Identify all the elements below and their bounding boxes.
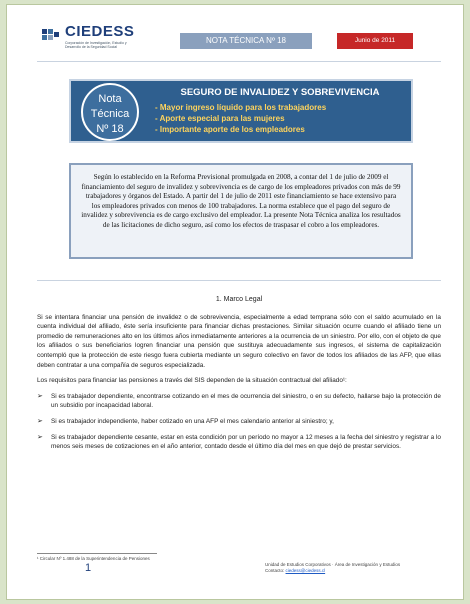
ciedess-logo — [41, 23, 133, 59]
banner-point: - Mayor ingreso líquido para los trabajadores — [155, 103, 327, 112]
main-content — [37, 295, 441, 452]
doc-date: Junio de 2011 — [337, 33, 413, 49]
contact-label: Contacto: — [265, 568, 285, 573]
banner-title: SEGURO DE INVALIDEZ Y SOBREVIVENCIA — [180, 87, 380, 98]
banner-point: - Importante aporte de los empleadores — [155, 125, 305, 134]
list-item — [37, 392, 441, 411]
banner-points — [155, 102, 326, 135]
footer-org-line: Unidad de Estudios Corporativos · Área de Investigación y Estudios — [265, 562, 401, 567]
contact-email-link[interactable]: ciedess@ciedess.cl — [285, 568, 326, 573]
badge-line-2: Técnica — [90, 108, 130, 120]
list-item-text: Si es trabajador dependiente cesante, estar en esta condición por un período no mayor a 12 meses a la fecha del siniestro y registrar a lo menos seis meses de cotizaciones en el año anterior, contado desde el último día del mes en que dejó de prestar servicios. — [51, 433, 441, 451]
arrow-bullet-icon: ➢ — [37, 433, 43, 441]
ciedess-logo-icon — [41, 25, 63, 47]
logo-name: CIEDESS — [65, 23, 135, 40]
doc-label: NOTA TÉCNICA Nº 18 — [180, 33, 312, 49]
arrow-bullet-icon: ➢ — [37, 417, 43, 425]
list-item — [37, 433, 441, 452]
footer-contact — [265, 568, 445, 574]
paragraph: Si se intentara financiar una pensión de invalidez o de sobrevivencia, especialmente a edad temprana sólo con el saldo acumulado en la cuenta individual del afiliado, éste sería insuficiente para financiar dichas prestaciones. Similar situación ocurre cuando el afiliado tiene un promedio de remuneraciones alto en los últimos años inmediatamente anteriores a la ocurrencia de un siniestro. Por ello, con el objeto de que los afiliados o sus beneficiarios logren financiar una pensión que sustituya adecuadamente sus ingresos, el sistema de capitalización contempló que la protección de este riesgo fuera cubierta mediante un seguro colectivo en favor de todos los afiliados de las AFP, que ellas deben contratar a una compañía de seguros especializada. — [37, 313, 441, 369]
section-divider — [37, 280, 441, 281]
page-number: 1 — [85, 562, 92, 574]
list-item — [37, 417, 441, 427]
badge-line-1: Nota — [98, 93, 122, 105]
badge-line-3: Nº 18 — [96, 123, 124, 135]
list-item-text: Si es trabajador dependiente, encontrarse cotizando en el mes de ocurrencia del siniestro, o en su defecto, hallarse bajo la protección de un subsidio por incapacidad laboral. — [51, 392, 441, 410]
logo-tagline: Corporación de Investigación, Estudio y Desarrollo de la Seguridad Social — [65, 41, 127, 49]
footnote-divider — [37, 553, 157, 554]
header-divider — [37, 61, 441, 62]
list-item-text: Si es trabajador independiente, haber cotizado en una AFP el mes calendario anterior al siniestro; y, — [51, 417, 334, 425]
banner-point: - Aporte especial para las mujeres — [155, 114, 285, 123]
intro-summary: Según lo establecido en la Reforma Previsional promulgada en 2008, a contar del 1 de julio de 2009 el financiamiento del seguro de invalidez y sobrevivencia es de cargo de los empleadores privados con más de 99 trabajadores y órganos del Estado. A partir del 1 de julio de 2011 este financiamiento se hace extensivo para los empleadores privados con menos de 100 trabajadores. La norma establece que el pago del seguro de invalidez y sobrevivencia es de cargo exclusivo del empleador. La presente Nota Técnica analiza los resultados de las licitaciones de dicho seguro, así como los efectos de traspasar el cobro a los empleadores. — [69, 163, 413, 259]
paragraph: Los requisitos para financiar las pensiones a través del SIS dependen de la situación contractual del afiliado¹: — [37, 377, 347, 385]
footnote: ¹ Circular Nº 1.488 de la Superintendencia de Pensiones — [37, 556, 150, 561]
section-title: 1. Marco Legal — [215, 296, 263, 303]
footer-info — [265, 562, 445, 574]
title-banner — [69, 79, 413, 143]
arrow-bullet-icon: ➢ — [37, 392, 43, 400]
document-page — [6, 4, 464, 600]
nota-tecnica-badge — [81, 83, 139, 141]
